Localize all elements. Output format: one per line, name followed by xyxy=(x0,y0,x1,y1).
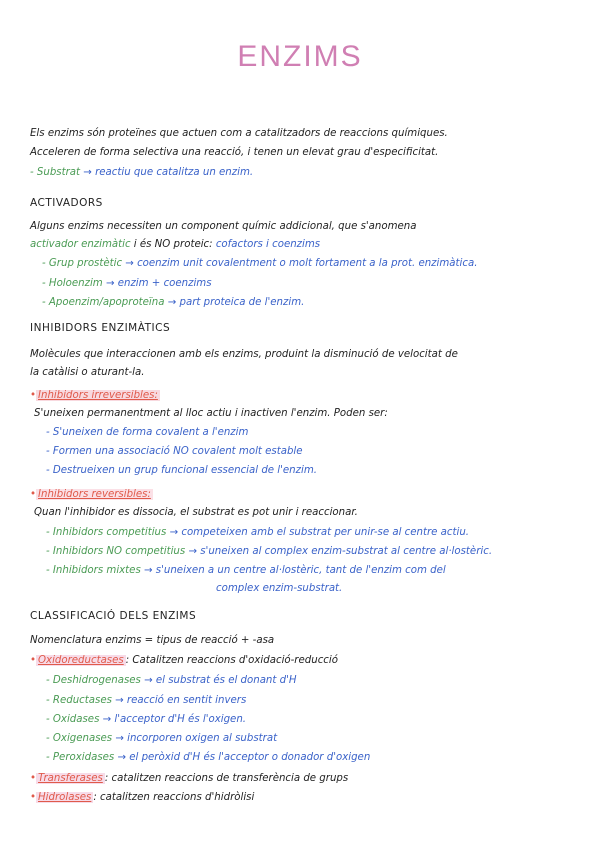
irreversibles-item-1: - S'uneixen de forma covalent a l'enzim xyxy=(46,427,249,438)
intro-line-2: Acceleren de forma selectiva una reacció, i tenen un elevat grau d'especificitat. xyxy=(30,147,439,158)
page-title: ENZIMS xyxy=(237,40,363,73)
activadors-line-1: Alguns enzims necessiten un component químic addicional, que s'anomena xyxy=(30,221,417,232)
cofactors-term: cofactors i coenzims xyxy=(215,239,321,250)
bullet-icon: • xyxy=(30,390,37,401)
competitius-term: - Inhibidors competitius xyxy=(46,527,167,538)
bullet-icon: • xyxy=(30,655,37,666)
activador-enzimatic-term: activador enzimàtic xyxy=(30,239,131,250)
activador-item-2 xyxy=(42,277,212,291)
peroxidases-def: → el peròxid d'H és l'acceptor o donador d'oxigen xyxy=(117,752,371,763)
grup-prostetic-term: - Grup prostètic xyxy=(42,258,123,269)
oxidoreductases-line xyxy=(30,654,338,668)
oxidoreductases-label: Oxidoreductases xyxy=(38,655,124,666)
oxidases-def: → l'acceptor d'H és l'oxigen. xyxy=(102,714,247,725)
reductases-def: → reacció en sentit invers xyxy=(115,695,247,706)
oxido-item-5 xyxy=(46,751,370,765)
inhibidors-line-2: la catàlisi o aturant-la. xyxy=(30,367,145,378)
irreversibles-heading xyxy=(30,389,160,403)
competitius-def: → competeixen amb el substrat per unir-se al centre actiu. xyxy=(169,527,470,538)
substrat-def: → reactiu que catalitza un enzim. xyxy=(83,167,254,178)
deshidrogenases-def: → el substrat és el donant d'H xyxy=(144,675,297,686)
irreversibles-desc: S'uneixen permanentment al lloc actiu i inactiven l'enzim. Poden ser: xyxy=(34,408,388,419)
bullet-icon: • xyxy=(30,792,37,803)
reversibles-item-2 xyxy=(46,545,492,559)
transferases-desc: : catalitzen reaccions de transferència de grups xyxy=(104,773,349,784)
transferases-line xyxy=(30,772,348,786)
mixtes-def: → s'uneixen a un centre al·lostèric, tant de l'enzim com del xyxy=(144,565,446,576)
no-competitius-def: → s'uneixen al complex enzim-substrat al centre al·lostèric. xyxy=(188,546,493,557)
oxidases-term: - Oxidases xyxy=(46,714,100,725)
classificacio-heading: CLASSIFICACIÓ DELS ENZIMS xyxy=(30,610,197,622)
oxigenases-def: → incorporen oxigen al substrat xyxy=(115,733,278,744)
deshidrogenases-term: - Deshidrogenases xyxy=(46,675,141,686)
activador-item-3 xyxy=(42,296,304,310)
oxidoreductases-desc: : Catalitzen reaccions d'oxidació-reducció xyxy=(125,655,338,666)
inhibidors-line-1: Molècules que interaccionen amb els enzims, produint la disminució de velocitat de xyxy=(30,349,458,360)
activadors-heading: ACTIVADORS xyxy=(30,197,103,209)
hidrolases-line xyxy=(30,791,254,805)
oxido-item-1 xyxy=(46,674,297,688)
holoenzim-term: - Holoenzim xyxy=(42,278,103,289)
reversibles-label: Inhibidors reversibles: xyxy=(38,489,151,500)
irreversibles-item-3: - Destrueixen un grup funcional essencial de l'enzim. xyxy=(46,465,317,476)
inhibidors-heading: INHIBIDORS ENZIMÀTICS xyxy=(30,322,171,334)
reversibles-desc: Quan l'inhibidor es dissocia, el substrat es pot unir i reaccionar. xyxy=(34,507,358,518)
grup-prostetic-def: → coenzim unit covalentment o molt fortament a la prot. enzimàtica. xyxy=(125,258,478,269)
activadors-line-2-text: i és NO proteic: xyxy=(130,239,216,250)
no-competitius-term: - Inhibidors NO competitius xyxy=(46,546,186,557)
reversibles-item-1 xyxy=(46,526,469,540)
irreversibles-label: Inhibidors irreversibles: xyxy=(38,390,158,401)
peroxidases-term: - Peroxidases xyxy=(46,752,115,763)
oxigenases-term: - Oxigenases xyxy=(46,733,113,744)
activador-item-1 xyxy=(42,257,477,271)
oxido-item-3 xyxy=(46,713,246,727)
nomenclatura-line: Nomenclatura enzims = tipus de reacció + -asa xyxy=(30,635,275,646)
apoenzim-term: - Apoenzim/apoproteïna xyxy=(42,297,165,308)
intro-line-1: Els enzims són proteïnes que actuen com a catalitzadors de reaccions químiques. xyxy=(30,128,448,139)
mixtes-continuation: complex enzim-substrat. xyxy=(216,583,343,594)
bullet-icon: • xyxy=(30,773,37,784)
substrat-term: - Substrat xyxy=(30,167,81,178)
mixtes-term: - Inhibidors mixtes xyxy=(46,565,141,576)
hidrolases-label: Hidrolases xyxy=(38,792,92,803)
reversibles-heading xyxy=(30,488,153,502)
oxido-item-2 xyxy=(46,694,246,708)
holoenzim-def: → enzim + coenzims xyxy=(105,278,212,289)
activadors-line-2 xyxy=(30,238,320,252)
transferases-label: Transferases xyxy=(38,773,103,784)
reductases-term: - Reductases xyxy=(46,695,112,706)
bullet-icon: • xyxy=(30,489,37,500)
hidrolases-desc: : catalitzen reaccions d'hidròlisi xyxy=(93,792,255,803)
reversibles-item-3 xyxy=(46,564,446,578)
apoenzim-def: → part proteica de l'enzim. xyxy=(167,297,305,308)
substrat-definition xyxy=(30,166,253,180)
oxido-item-4 xyxy=(46,732,277,746)
irreversibles-item-2: - Formen una associació NO covalent molt estable xyxy=(46,446,303,457)
